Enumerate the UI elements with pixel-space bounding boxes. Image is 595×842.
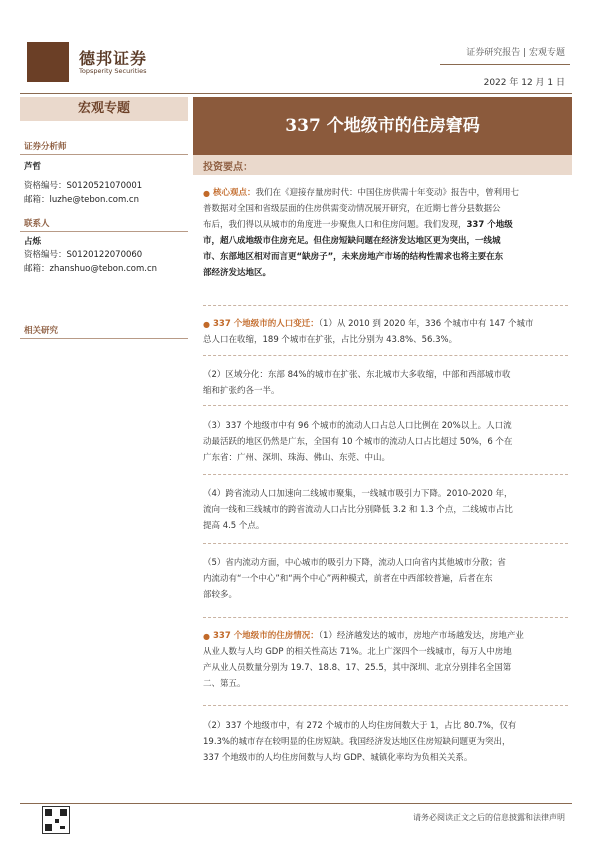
related-research-label: 相关研究 [24,326,59,336]
report-type: 证券研究报告 [466,48,521,58]
population-paragraph-4: （4）跨省流动人口加速向二线城市聚集，一线城市吸引力下降。2010-2020 年， 流向一线和三线城市的跨省流动人口占比分别降低 3.2 和 1.3 个点，二线城市占比 提高 4.5 个点。 [203,489,513,531]
contact-name: 占烁 [24,237,42,247]
report-date: 2022 年 12 月 1 日 [483,78,565,88]
footer-disclaimer: 请务必阅读正文之后的信息披露和法律声明 [413,813,565,822]
report-type-header [466,45,565,58]
bottom-divider [20,803,572,804]
core-view-paragraph: 核心观点：我们在《迎接存量房时代：中国住房供需十年变动》报告中，曾利用七 普数据对全国和省级层面的住房供需变动情况展开研究，在近期七普分县数据公 布后，我们得以从城市的角度进一步聚焦人口和住房问题。我们发现，337 个地级 市，超八成地级市住房充足。但住房短缺问题在经济发达地区更为突出，一线城 市、东部地区相对而言更“缺房子”，未来房地产市场的结构性需求也将主要在东 部经济发达地区。 [203,188,520,278]
analyst-email[interactable]: 邮箱：luzhe@tebon.com.cn [24,195,139,205]
contact-label: 联系人 [24,219,50,229]
housing-label: 337 个地级市的住房情况： [213,631,319,641]
population-paragraph-2: （2）区域分化：东部 84%的城市在扩张、东北城市大多收缩，中部和西部城市收 缩和扩张约各一半。 [203,370,511,396]
report-title: 337 个地级市的住房窘码 [285,116,480,136]
company-name-en: Topsperity Securities [79,67,147,75]
report-category: 宏观专题 [528,48,565,58]
separator [203,617,568,618]
contact-rule [20,231,188,232]
separator [203,355,568,356]
bullet-icon: ● [203,320,210,329]
company-logo-icon [27,42,69,82]
analyst-rule [20,154,188,155]
analyst-cert: 资格编号：S0120521070001 [24,181,143,191]
qr-code-icon [42,806,70,834]
contact-cert: 资格编号：S0120122070060 [24,250,143,260]
population-paragraph-1: 337 个地级市的人口变迁：（1）从 2010 到 2020 年，336 个城市中有 147 个城市 总人口在收缩，189 个城市在扩张，占比分别为 43.8%、56.3%。 [203,319,534,345]
separator [203,405,568,406]
header-line [440,64,570,65]
separator [203,705,568,706]
related-rule [20,338,188,339]
separator [203,474,568,475]
housing-paragraph-2: （2）337 个地级市中，有 272 个城市的人均住房间数大于 1，占比 80.7%，仅有 19.3%的城市存在较明显的住房短缺。我国经济发达地区住房短缺问题更为突出， 337 个地级市的人均住房间数与人均 GDP、城镇化率均为负相关关系。 [203,721,517,763]
housing-paragraph-1: 337 个地级市的住房情况：（1）经济越发达的城市，房地产市场越发达，房地产业 从业人数与人均 GDP 的相关性高达 71%。北上广深四个一线城市，每万人中房地 产从业人员数量分别为 19.7、18.8、17、25.5，其中深圳、北京分别排名全国第 二、第五。 [203,631,524,689]
bullet-icon: ● [203,189,210,198]
analyst-label: 证券分析师 [24,142,67,152]
population-paragraph-5: （5）省内流动方面，中心城市的吸引力下降，流动人口向省内其他城市分散；省 内流动有“一个中心”和“两个中心”两种模式，前者在中西部较普遍，后者在东 部较多。 [203,558,506,600]
core-view-label: 核心观点： [213,188,256,198]
analyst-name: 芦哲 [24,162,42,172]
company-name-cn: 德邦证券 [79,49,148,68]
population-paragraph-3: （3）337 个地级市中有 96 个城市的流动人口占总人口比例在 20%以上。人口流 动最活跃的地区仍然是广东，全国有 10 个城市的流动人口占比超过 50%，6 个在 广东省：广州、深圳、珠海、佛山、东莞、中山。 [203,421,513,463]
bullet-icon: ● [203,632,210,641]
population-label: 337 个地级市的人口变迁： [213,319,319,329]
header-divider: | [523,48,529,58]
separator [203,543,568,544]
contact-email[interactable]: 邮箱：zhanshuo@tebon.com.cn [24,264,158,274]
investment-label: 投资要点： [203,162,253,173]
separator [203,305,568,306]
left-banner: 宏观专题 [20,97,188,121]
top-divider [20,93,572,94]
